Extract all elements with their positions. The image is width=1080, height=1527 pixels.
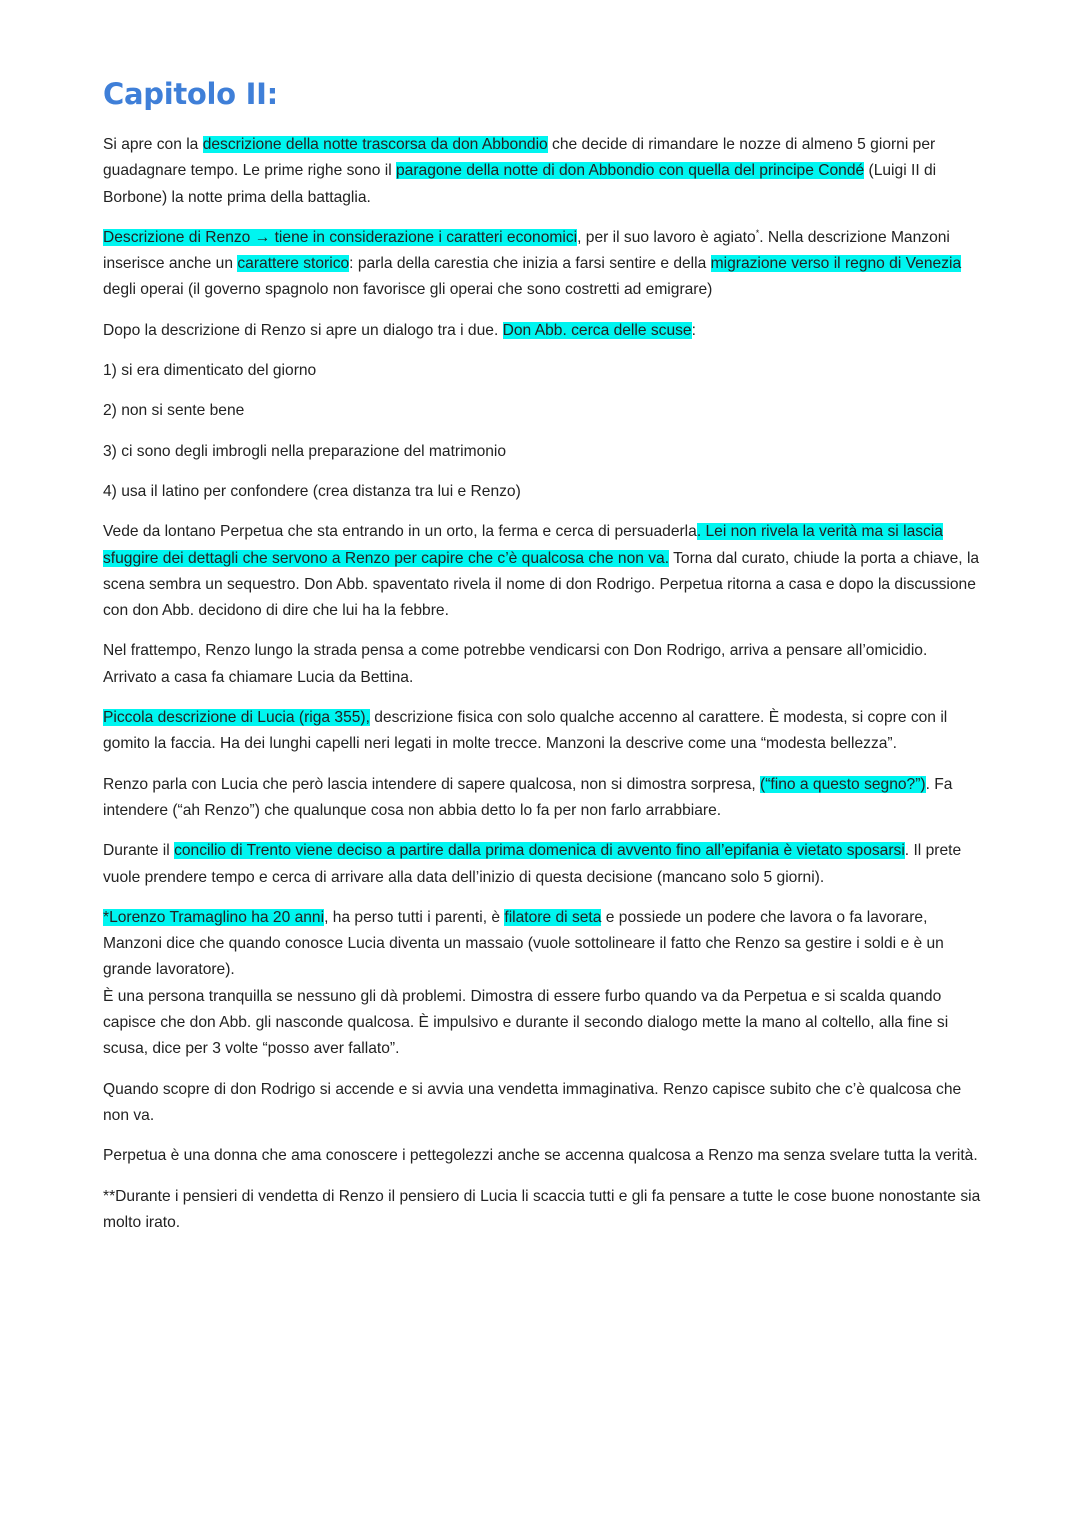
text-run: . Nella descrizione Manzoni inserisce anche un xyxy=(103,228,950,273)
paragraph-perpetua xyxy=(103,519,983,624)
text-run: : parla della carestia che inizia a farsi sentire e della xyxy=(349,255,711,273)
text-run: Durante il xyxy=(103,842,175,860)
highlight-text: paragone della notte di don Abbondio con quella del principe Condé xyxy=(396,162,865,180)
paragraph-renzo-lucia xyxy=(103,772,983,825)
paragraph-footnote: **Durante i pensieri di vendetta di Renzo il pensiero di Lucia li scaccia tutti e gli fa pensare a tutte le cose buone nonostante sia molto irato. xyxy=(103,1187,981,1231)
paragraph-dialogue xyxy=(103,318,983,344)
text-run: che decide di rimandare le nozze di almeno 5 giorni per guadagnare tempo. Le prime righe sono il xyxy=(103,136,936,180)
text-run: , per il suo lavoro è agiato xyxy=(577,228,756,246)
highlight-text: descrizione della notte trascorsa da don Abbondio xyxy=(202,136,548,153)
text-run: Si apre con la xyxy=(103,136,203,153)
text-run: : xyxy=(691,321,696,339)
highlight-text: migrazione verso il regno di Venezia xyxy=(710,255,962,273)
list-item: 1) si era dimenticato del giorno xyxy=(103,362,317,380)
paragraph-perpetua-character: Perpetua è una donna che ama conoscere i pettegolezzi anche se accenna qualcosa a Renzo ma senza svelare tutta la verità. xyxy=(103,1147,978,1165)
text-run: Torna dal curato, chiude la porta a chiave, la scena sembra un sequestro. Don Abb. spaventato rivela il nome di don Rodrigo. Perpetua ritorna a casa e dopo la discussione con don Abb. decidono di dire che lui ha la febbre. xyxy=(103,549,980,620)
list-item: 3) ci sono degli imbrogli nella preparazione del matrimonio xyxy=(103,442,507,460)
paragraph-renzo-description xyxy=(103,225,983,304)
highlight-text: carattere storico xyxy=(237,255,350,273)
highlight-text: *Lorenzo Tramaglino ha 20 anni xyxy=(103,908,325,926)
text-run: (Luigi II di Borbone) la notte prima della battaglia. xyxy=(103,162,937,206)
highlight-text: Piccola descrizione di Lucia (riga 355), xyxy=(103,709,370,727)
paragraph-meanwhile: Nel frattempo, Renzo lungo la strada pensa a come potrebbe vendicarsi con Don Rodrigo, arriva a pensare all’omicidio. Arrivato a casa fa chiamare Lucia da Bettina. xyxy=(103,642,928,686)
text-run: descrizione fisica con solo qualche accenno al carattere. È modesta, si copre con il gomito la faccia. Ha dei lunghi capelli neri legati in molte trecce. Manzoni la descrive come una “modesta bellezza”. xyxy=(103,709,948,753)
highlight-text: filatore di seta xyxy=(504,908,602,926)
text-run: degli operai (il governo spagnolo non favorisce gli operai che sono costretti ad emigrare) xyxy=(103,281,713,299)
paragraph-lorenzo xyxy=(103,905,983,1063)
list-item: 2) non si sente bene xyxy=(103,402,245,420)
highlight-text: . Lei non rivela la verità ma si lascia sfuggire dei dettagli che servono a Renzo per capire che c’è qualcosa che non va. xyxy=(103,523,943,567)
text-run: Vede da lontano Perpetua che sta entrando in un orto, la ferma e cerca di persuaderla xyxy=(103,523,697,541)
text-run: Dopo la descrizione di Renzo si apre un dialogo tra i due. xyxy=(103,321,503,339)
highlight-text: concilio di Trento viene deciso a partire dalla prima domenica di avvento fino all’epifania è vietato sposarsi xyxy=(174,842,905,860)
chapter-title: Capitolo II: xyxy=(103,77,278,111)
highlight-text: Don Abb. cerca delle scuse xyxy=(502,321,692,339)
document-page xyxy=(103,72,983,1250)
paragraph-lucia xyxy=(103,705,983,758)
text-run: . Fa intendere (“ah Renzo”) che qualunque cosa non abbia detto lo fa per non farlo arrabbiare. xyxy=(103,775,953,819)
paragraph-vendetta: Quando scopre di don Rodrigo si accende e si avvia una vendetta immaginativa. Renzo capisce subito che c’è qualcosa che non va. xyxy=(103,1080,962,1124)
list-item: 4) usa il latino per confondere (crea distanza tra lui e Renzo) xyxy=(103,482,521,500)
highlight-text: Descrizione di Renzo → tiene in considerazione i caratteri economici xyxy=(103,228,578,246)
highlight-text: (“fino a questo segno?”) xyxy=(760,775,926,793)
text-run: . Il prete vuole prendere tempo e cerca di arrivare alla data dell’inizio di questa decisione (mancano solo 5 giorni). xyxy=(103,842,962,886)
footnote-marker: * xyxy=(755,227,760,238)
text-run: Renzo parla con Lucia che però lascia intendere di sapere qualcosa, non si dimostra sorpresa, xyxy=(103,775,761,793)
paragraph-concilio xyxy=(103,838,983,891)
text-run: e possiede un podere che lavora o fa lavorare, Manzoni dice che quando conosce Lucia diventa un massaio (vuole sottolineare il fatto che Renzo sa gestire i soldi e è un grande lavoratore). xyxy=(103,908,944,979)
paragraph-intro xyxy=(103,132,983,211)
text-run: , ha perso tutti i parenti, è xyxy=(324,908,505,926)
text-run: È una persona tranquilla se nessuno gli dà problemi. Dimostra di essere furbo quando va da Perpetua e si scalda quando capisce che don Abb. gli nasconde qualcosa. È impulsivo e durante il secondo dialogo mette la mano al coltello, alla fine si scusa, dice per 3 volte “posso aver fallato”. xyxy=(103,987,949,1058)
